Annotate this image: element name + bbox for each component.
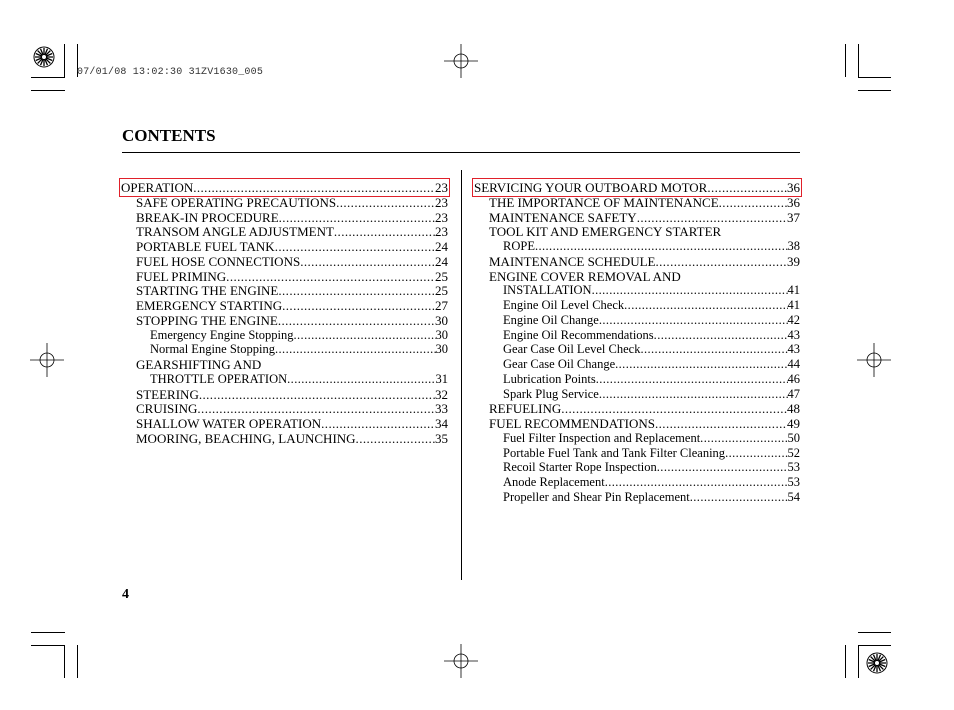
toc-entry-label: Fuel Filter Inspection and Replacement (503, 430, 701, 445)
toc-entry-label: Engine Oil Level Check (503, 298, 625, 312)
toc-entry[interactable] (121, 180, 448, 195)
toc-dot-leader (655, 416, 787, 431)
toc-entry[interactable] (489, 416, 800, 431)
toc-dot-leader (275, 239, 435, 254)
toc-entry[interactable] (503, 328, 800, 343)
toc-entry-page: 43 (787, 342, 800, 357)
toc-dot-leader (197, 401, 435, 416)
toc-entry[interactable] (489, 254, 800, 269)
toc-dot-leader (654, 328, 788, 343)
toc-entry-label: PORTABLE FUEL TANK (136, 239, 275, 254)
toc-entry-page: 49 (787, 416, 800, 431)
toc-entry[interactable] (136, 431, 448, 446)
toc-dot-leader (690, 490, 788, 505)
toc-entry-page: 30 (435, 312, 448, 328)
toc-entry-label: FUEL PRIMING (136, 268, 227, 284)
registration-crosshair-icon (30, 343, 64, 377)
toc-entry[interactable] (503, 490, 800, 505)
toc-entry-label: Recoil Starter Rope Inspection (503, 460, 657, 475)
registration-crosshair-icon (857, 343, 891, 377)
toc-entry[interactable] (489, 224, 800, 239)
toc-entry[interactable] (136, 357, 448, 372)
toc-entry[interactable] (503, 283, 800, 298)
toc-entry-label: MAINTENANCE SCHEDULE (489, 253, 656, 269)
toc-entry-label: STEERING (136, 386, 199, 402)
title-rule (122, 152, 800, 153)
toc-entry-label: REFUELING (489, 401, 562, 417)
toc-dot-leader (707, 180, 787, 195)
toc-entry-label: FUEL HOSE CONNECTIONS (136, 253, 301, 269)
toc-entry-label: SERVICING YOUR OUTBOARD MOTOR (474, 180, 708, 195)
toc-entry-page: 41 (787, 298, 800, 312)
toc-entry-label: ROPE (503, 239, 535, 253)
toc-entry-page: 42 (787, 312, 800, 327)
toc-entry-label: MOORING, BEACHING, LAUNCHING (136, 430, 356, 446)
toc-dot-leader (294, 328, 436, 343)
toc-entry-label: Gear Case Oil Level Check (503, 342, 641, 357)
toc-dot-leader (356, 431, 435, 446)
toc-entry-page: 48 (787, 401, 800, 417)
toc-entry-label: Anode Replacement (503, 475, 605, 489)
toc-entry-page: 24 (435, 253, 448, 269)
toc-entry-page: 53 (787, 475, 800, 489)
toc-entry-label: Normal Engine Stopping (150, 342, 275, 357)
toc-entry-label: Lubrication Points (503, 371, 596, 386)
toc-entry-label: Engine Oil Change (503, 312, 599, 327)
toc-entry-page: 43 (787, 327, 800, 342)
toc-entry-page: 23 (435, 209, 448, 225)
toc-entry-label: Propeller and Shear Pin Replacement (503, 489, 690, 504)
toc-entry-page: 23 (435, 194, 448, 210)
registration-sunburst-icon (33, 46, 55, 68)
toc-entry[interactable] (136, 269, 448, 284)
toc-dot-leader (535, 239, 788, 254)
toc-entry[interactable] (136, 239, 448, 254)
toc-entry-page: 54 (787, 489, 800, 504)
toc-dot-leader (287, 372, 435, 387)
toc-entry-page: 38 (787, 239, 800, 253)
toc-entry-page: 31 (435, 371, 448, 386)
toc-entry[interactable] (489, 401, 800, 416)
registration-crosshair-icon (444, 44, 478, 78)
toc-entry[interactable] (489, 269, 800, 284)
toc-entry-label: OPERATION (121, 180, 194, 195)
toc-entry-page: 46 (787, 371, 800, 386)
toc-dot-leader (599, 313, 788, 328)
toc-dot-leader (226, 269, 435, 284)
toc-dot-leader (655, 254, 787, 269)
toc-entry-label: TRANSOM ANGLE ADJUSTMENT (136, 224, 334, 240)
toc-entry[interactable] (503, 313, 800, 328)
toc-entry[interactable] (136, 313, 448, 328)
toc-entry[interactable] (503, 342, 800, 357)
registration-sunburst-icon (866, 652, 888, 674)
toc-entry-page: 32 (435, 386, 448, 402)
toc-dot-leader (275, 342, 436, 357)
toc-entry-page: 25 (435, 268, 448, 284)
toc-entry[interactable] (489, 195, 800, 210)
toc-entry-label: Emergency Engine Stopping (150, 327, 294, 342)
toc-entry-label: TOOL KIT AND EMERGENCY STARTER (489, 224, 722, 240)
toc-entry-label: SAFE OPERATING PRECAUTIONS (136, 194, 337, 210)
toc-entry-page: 25 (435, 283, 448, 299)
toc-entry-page: 30 (435, 327, 448, 342)
page-number: 4 (122, 587, 129, 602)
toc-dot-leader (599, 387, 788, 402)
toc-entry-label: CRUISING (136, 401, 198, 417)
toc-entry-label: BREAK-IN PROCEDURE (136, 209, 279, 225)
toc-entry-page: 35 (435, 430, 448, 446)
toc-entry-page: 53 (787, 460, 800, 475)
toc-entry-label: Spark Plug Service (503, 386, 599, 401)
toc-dot-leader (561, 401, 787, 416)
toc-entry[interactable] (503, 357, 800, 372)
toc-entry-label: SHALLOW WATER OPERATION (136, 416, 322, 431)
toc-entry[interactable] (136, 283, 448, 298)
toc-dot-leader (596, 372, 788, 387)
toc-dot-leader (605, 475, 788, 490)
toc-dot-leader (279, 210, 435, 225)
toc-entry-page: 36 (787, 194, 800, 210)
toc-entry-page: 30 (435, 342, 448, 357)
toc-entry-label: Gear Case Oil Change (503, 357, 616, 371)
toc-dot-leader (199, 387, 435, 402)
toc-entry[interactable] (503, 298, 800, 313)
toc-entry-page: 37 (787, 209, 800, 225)
toc-entry-label: STOPPING THE ENGINE (136, 312, 278, 328)
toc-entry[interactable] (136, 254, 448, 269)
toc-dot-leader (193, 180, 435, 195)
toc-dot-leader (637, 210, 787, 225)
toc-entry[interactable] (136, 416, 448, 431)
toc-entry[interactable] (136, 224, 448, 239)
registration-crosshair-icon (444, 644, 478, 678)
toc-entry[interactable] (150, 328, 448, 343)
toc-dot-leader (725, 446, 787, 461)
toc-entry[interactable] (489, 210, 800, 225)
toc-entry-label: THROTTLE OPERATION (150, 371, 288, 386)
toc-entry-label: GEARSHIFTING AND (136, 357, 262, 372)
toc-entry-page: 44 (787, 357, 800, 371)
toc-entry[interactable] (503, 387, 800, 402)
toc-dot-leader (336, 195, 435, 210)
toc-entry-page: 24 (435, 239, 448, 254)
toc-dot-leader (278, 313, 435, 328)
toc-entry-label: INSTALLATION (503, 283, 592, 298)
toc-entry-label: EMERGENCY STARTING (136, 298, 283, 313)
toc-entry-page: 23 (435, 224, 448, 240)
toc-dot-leader (300, 254, 435, 269)
toc-dot-leader (282, 298, 435, 313)
toc-entry[interactable] (503, 372, 800, 387)
toc-dot-leader (700, 431, 787, 446)
toc-entry-page: 39 (787, 253, 800, 269)
toc-entry-page: 47 (787, 386, 800, 401)
page-title: CONTENTS (122, 126, 216, 145)
toc-dot-leader (334, 224, 435, 239)
column-divider (461, 170, 462, 580)
toc-entry-label: ENGINE COVER REMOVAL AND (489, 268, 681, 284)
toc-dot-leader (278, 283, 435, 298)
toc-entry-label: FUEL RECOMMENDATIONS (489, 416, 655, 431)
toc-entry-label: Portable Fuel Tank and Tank Filter Cleaning (503, 445, 726, 460)
toc-dot-leader (640, 342, 787, 357)
toc-entry[interactable] (136, 298, 448, 313)
toc-entry[interactable] (136, 195, 448, 210)
toc-entry[interactable] (136, 387, 448, 402)
toc-entry[interactable] (503, 475, 800, 490)
toc-entry[interactable] (150, 342, 448, 357)
toc-entry-page: 52 (787, 445, 800, 460)
toc-entry-page: 27 (435, 298, 448, 313)
toc-dot-leader (624, 298, 787, 313)
toc-entry-page: 41 (787, 283, 800, 298)
toc-dot-leader (719, 195, 787, 210)
toc-dot-leader (657, 460, 788, 475)
toc-entry-label: STARTING THE ENGINE (136, 283, 279, 299)
toc-entry[interactable] (503, 446, 800, 461)
toc-dot-leader (321, 416, 435, 431)
toc-entry-label: MAINTENANCE SAFETY (489, 209, 637, 225)
toc-entry[interactable] (503, 431, 800, 446)
toc-entry[interactable] (503, 239, 800, 254)
toc-dot-leader (615, 357, 787, 372)
toc-entry[interactable] (503, 460, 800, 475)
toc-entry-page: 50 (787, 430, 800, 445)
toc-entry[interactable] (136, 210, 448, 225)
toc-entry-page: 33 (435, 401, 448, 417)
toc-entry-page: 34 (435, 416, 448, 431)
toc-entry-page: 36 (787, 180, 800, 195)
toc-entry-label: Engine Oil Recommendations (503, 327, 654, 342)
print-metadata: 07/01/08 13:02:30 31ZV1630_005 (77, 67, 264, 78)
toc-entry[interactable] (150, 372, 448, 387)
toc-entry-page: 23 (435, 180, 448, 195)
toc-dot-leader (592, 283, 788, 298)
toc-entry-label: THE IMPORTANCE OF MAINTENANCE (489, 194, 719, 210)
toc-entry[interactable] (474, 180, 800, 195)
toc-entry[interactable] (136, 401, 448, 416)
